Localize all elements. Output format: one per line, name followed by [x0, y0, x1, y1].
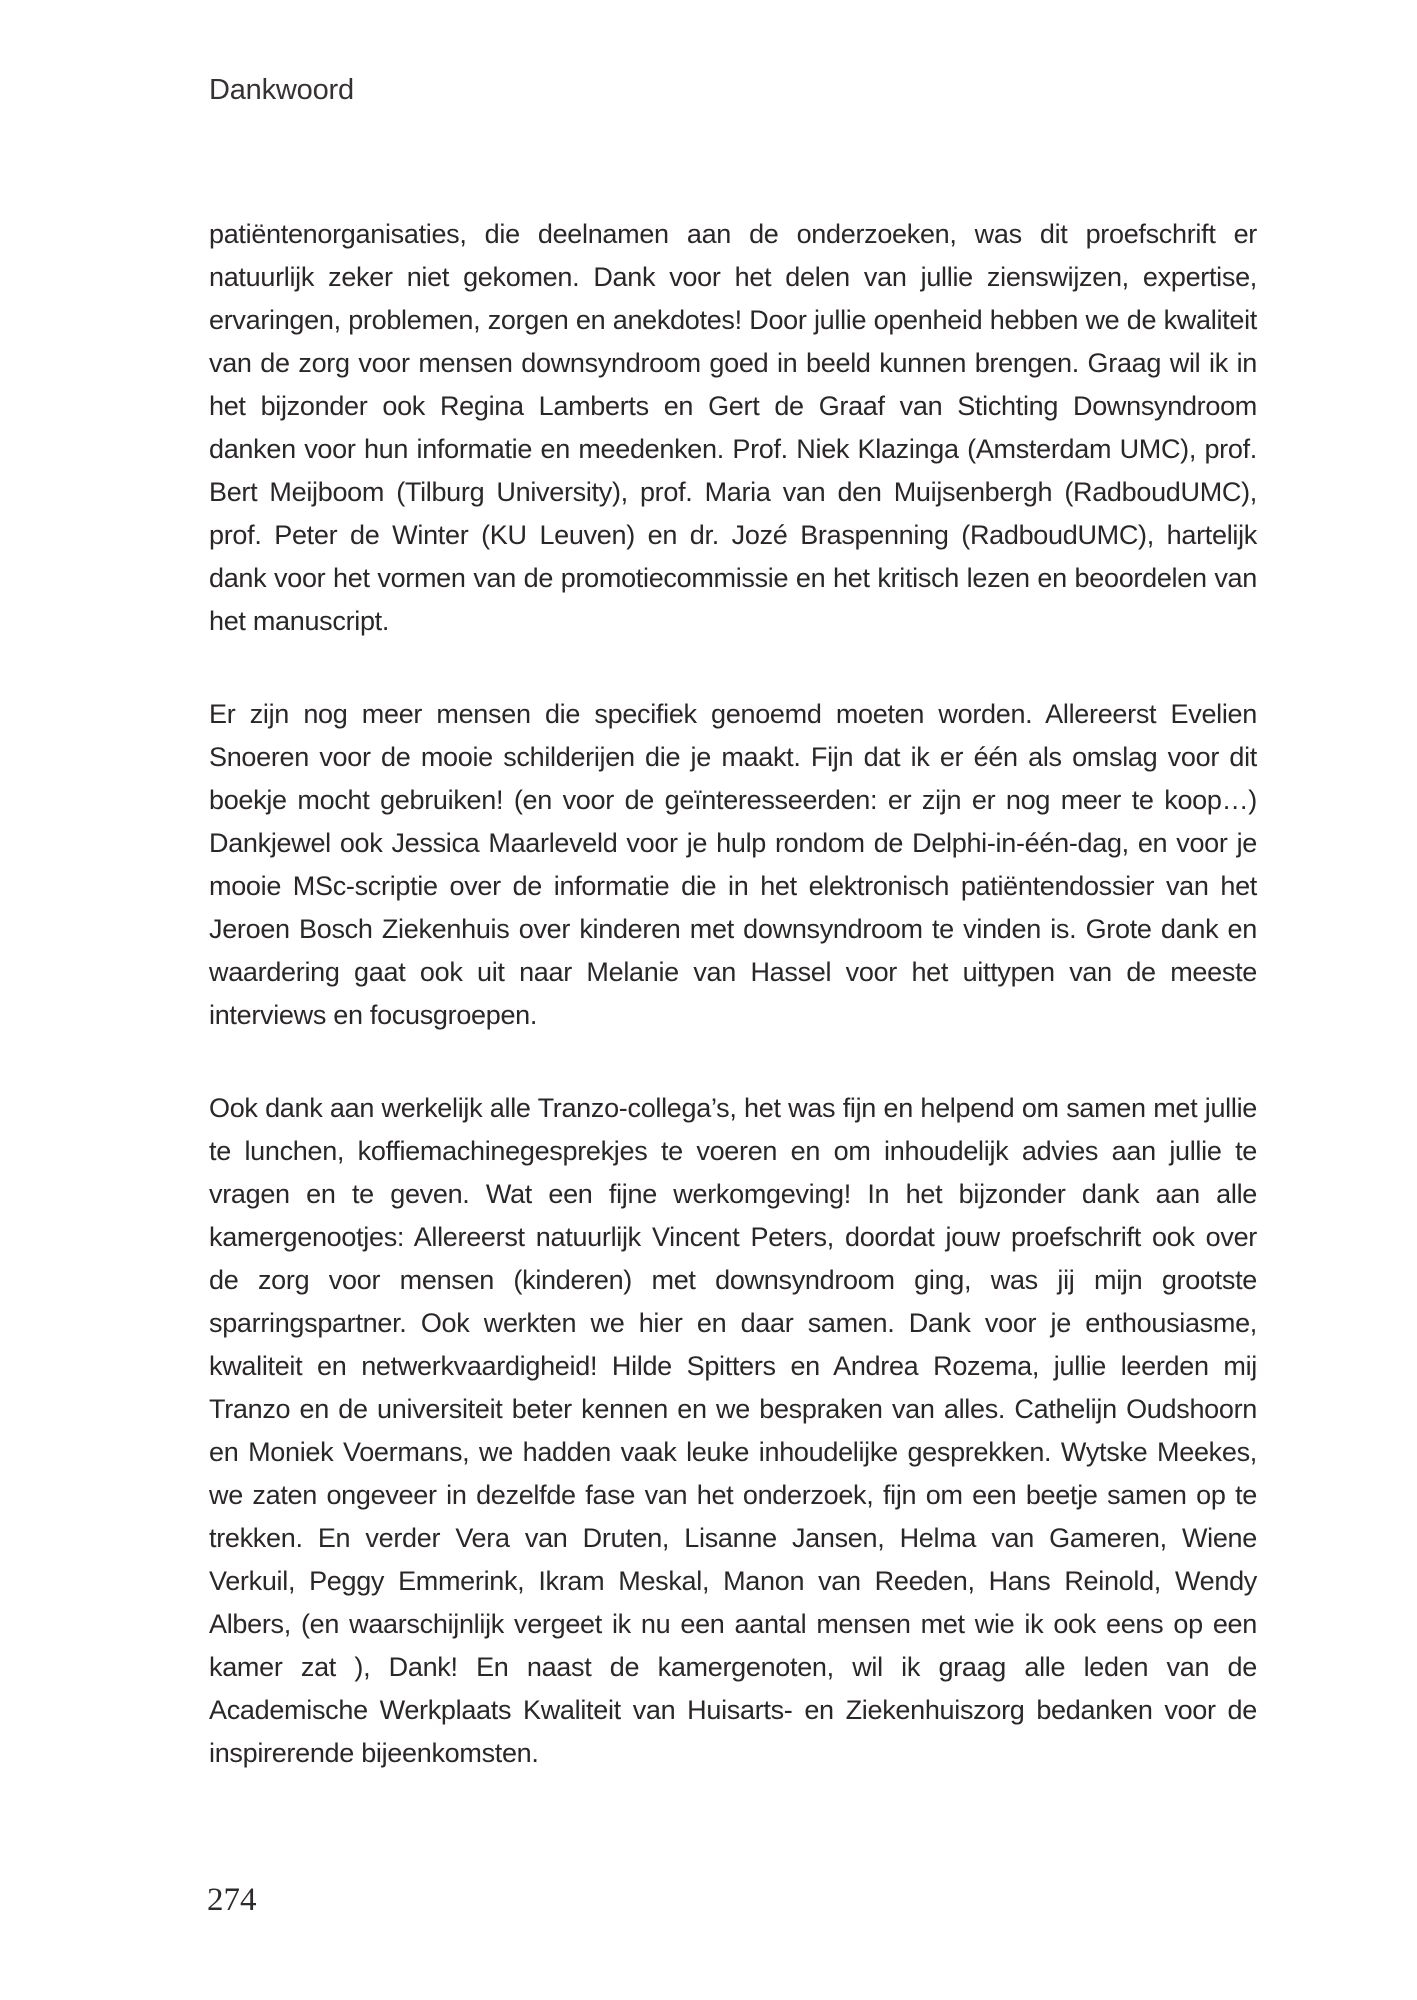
acknowledgements-text [209, 213, 1257, 1775]
running-header: Dankwoord [209, 74, 354, 106]
paragraph: patiëntenorganisaties, die deelnamen aan de onderzoeken, was dit proefschrift er natuurlijk zeker niet gekomen. Dank voor het delen van jullie zienswijzen, expertise, ervaringen, problemen, zorgen en anekdotes! Door jullie openheid hebben we de kwaliteit van de zorg voor mensen downsyndroom goed in beeld kunnen brengen. Graag wil ik in het bijzonder ook Regina Lamberts en Gert de Graaf van Stichting Downsyndroom danken voor hun informatie en meedenken. Prof. Niek Klazinga (Amsterdam UMC), prof. Bert Meijboom (Tilburg University), prof. Maria van den Muijsenbergh (RadboudUMC), prof. Peter de Winter (KU Leuven) en dr. Jozé Braspenning (RadboudUMC), hartelijk dank voor het vormen van de promotiecommissie en het kritisch lezen en beoordelen van het manuscript. [209, 219, 1257, 636]
paragraph: Er zijn nog meer mensen die specifiek genoemd moeten worden. Allereerst Evelien Snoeren voor de mooie schilderijen die je maakt. Fijn dat ik er één als omslag voor dit boekje mocht gebruiken! (en voor de geïnteresseerden: er zijn er nog meer te koop…) Dankjewel ook Jessica Maarleveld voor je hulp rondom de Delphi-in-één-dag, en voor je mooie MSc-scriptie over de informatie die in het elektronisch patiëntendossier van het Jeroen Bosch Ziekenhuis over kinderen met downsyndroom te vinden is. Grote dank en waardering gaat ook uit naar Melanie van Hassel voor het uittypen van de meeste interviews en focusgroepen. [209, 699, 1257, 1030]
paragraph: Ook dank aan werkelijk alle Tranzo-collega’s, het was fijn en helpend om samen met jullie te lunchen, koffiemachinegesprekjes te voeren en om inhoudelijk advies aan jullie te vragen en te geven. Wat een fijne werkomgeving! In het bijzonder dank aan alle kamergenootjes: Allereerst natuurlijk Vincent Peters, doordat jouw proefschrift ook over de zorg voor mensen (kinderen) met downsyndroom ging, was jij mijn grootste sparringspartner. Ook werkten we hier en daar samen. Dank voor je enthousiasme, kwaliteit en netwerkvaardigheid! Hilde Spitters en Andrea Rozema, jullie leerden mij Tranzo en de universiteit beter kennen en we bespraken van alles. Cathelijn Oudshoorn en Moniek Voermans, we hadden vaak leuke inhoudelijke gesprekken. Wytske Meekes, we zaten ongeveer in dezelfde fase van het onderzoek, fijn om een beetje samen op te trekken. En verder Vera van Druten, Lisanne Jansen, Helma van Gameren, Wiene Verkuil, Peggy Emmerink, Ikram Meskal, Manon van Reeden, Hans Reinold, Wendy Albers, (en waarschijnlijk vergeet ik nu een aantal mensen met wie ik ook eens op een kamer zat ), Dank! En naast de kamergenoten, wil ik graag alle leden van de Academische Werkplaats Kwaliteit van Huisarts- en Ziekenhuiszorg bedanken voor de inspirerende bijeenkomsten. [209, 1093, 1257, 1768]
page-number: 274 [207, 1882, 257, 1918]
